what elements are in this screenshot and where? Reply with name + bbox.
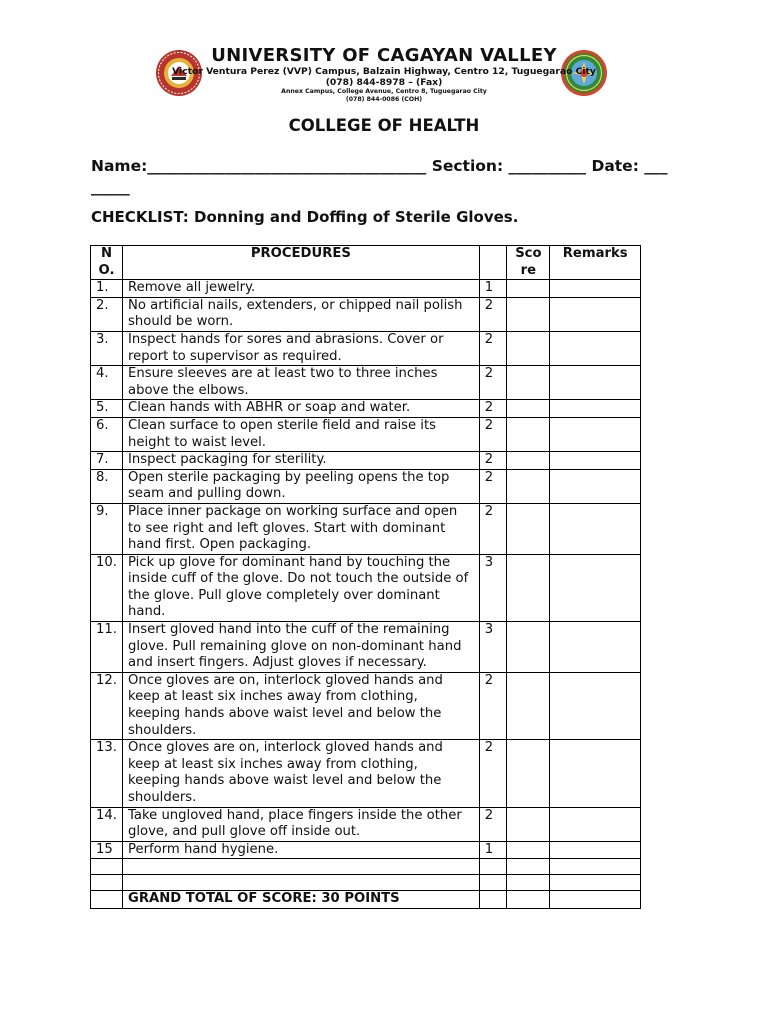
checklist-title: CHECKLIST: Donning and Doffing of Sterile Gloves.	[91, 208, 519, 226]
row-procedure: Place inner package on working surface and open to see right and left gloves. Start with dominant hand first. Open packaging.	[123, 503, 480, 554]
header-points	[479, 246, 507, 280]
row-score-field[interactable]	[507, 807, 550, 841]
row-score-field[interactable]	[507, 503, 550, 554]
table-row	[91, 280, 641, 298]
university-name: UNIVERSITY OF CAGAYAN VALLEY	[211, 45, 557, 66]
blank-row	[91, 859, 641, 875]
row-points: 2	[479, 807, 507, 841]
row-points: 1	[479, 841, 507, 859]
blank-remarks-field[interactable]	[550, 859, 641, 875]
row-procedure: Pick up glove for dominant hand by touching the inside cuff of the glove. Do not touch the outside of the glove. Pull glove completely over dominant hand.	[123, 554, 480, 621]
row-number: 2.	[91, 297, 123, 331]
row-remarks-field[interactable]	[550, 841, 641, 859]
blank-number	[91, 859, 123, 875]
row-number: 15	[91, 841, 123, 859]
row-number: 5.	[91, 400, 123, 418]
row-points: 2	[479, 331, 507, 365]
row-procedure: Inspect packaging for sterility.	[123, 452, 480, 470]
table-row	[91, 469, 641, 503]
row-number: 8.	[91, 469, 123, 503]
row-points: 2	[479, 297, 507, 331]
row-remarks-field[interactable]	[550, 503, 641, 554]
blank-remarks-field[interactable]	[550, 875, 641, 891]
row-score-field[interactable]	[507, 452, 550, 470]
blank-procedure	[123, 875, 480, 891]
row-number: 6.	[91, 417, 123, 451]
header-remarks: Remarks	[550, 246, 641, 280]
table-row	[91, 503, 641, 554]
row-points: 2	[479, 469, 507, 503]
row-number: 14.	[91, 807, 123, 841]
total-number	[91, 891, 123, 909]
row-remarks-field[interactable]	[550, 740, 641, 807]
total-remarks-field[interactable]	[550, 891, 641, 909]
row-remarks-field[interactable]	[550, 400, 641, 418]
row-remarks-field[interactable]	[550, 280, 641, 298]
row-procedure: Once gloves are on, interlock gloved hands and keep at least six inches away from clothing, keeping hands above waist level and below the shoulders.	[123, 672, 480, 739]
row-score-field[interactable]	[507, 622, 550, 673]
row-remarks-field[interactable]	[550, 469, 641, 503]
row-number: 4.	[91, 366, 123, 400]
row-score-field[interactable]	[507, 469, 550, 503]
table-row	[91, 331, 641, 365]
row-score-field[interactable]	[507, 672, 550, 739]
college-title: COLLEGE OF HEALTH	[288, 116, 480, 135]
blank-row	[91, 875, 641, 891]
university-address: Victor Ventura Perez (VVP) Campus, Balzain Highway, Centro 12, Tuguegarao City	[172, 66, 596, 77]
row-points: 2	[479, 417, 507, 451]
row-score-field[interactable]	[507, 841, 550, 859]
table-row	[91, 417, 641, 451]
row-score-field[interactable]	[507, 280, 550, 298]
table-row	[91, 452, 641, 470]
row-number: 1.	[91, 280, 123, 298]
row-procedure: No artificial nails, extenders, or chipped nail polish should be worn.	[123, 297, 480, 331]
row-procedure: Remove all jewelry.	[123, 280, 480, 298]
row-procedure: Ensure sleeves are at least two to three inches above the elbows.	[123, 366, 480, 400]
header-score: Score	[507, 246, 550, 280]
row-points: 2	[479, 400, 507, 418]
table-row	[91, 297, 641, 331]
row-remarks-field[interactable]	[550, 297, 641, 331]
row-number: 13.	[91, 740, 123, 807]
row-remarks-field[interactable]	[550, 622, 641, 673]
row-points: 2	[479, 366, 507, 400]
annex-address: Annex Campus, College Avenue, Centro 8, Tuguegarao City	[281, 88, 487, 95]
row-score-field[interactable]	[507, 331, 550, 365]
table-row	[91, 554, 641, 621]
procedures-table	[90, 245, 641, 909]
table-row	[91, 841, 641, 859]
row-procedure: Clean hands with ABHR or soap and water.	[123, 400, 480, 418]
row-remarks-field[interactable]	[550, 331, 641, 365]
blank-points	[479, 875, 507, 891]
row-remarks-field[interactable]	[550, 452, 641, 470]
total-score-field[interactable]	[507, 891, 550, 909]
table-row	[91, 622, 641, 673]
table-row	[91, 400, 641, 418]
row-points: 2	[479, 452, 507, 470]
table-row	[91, 740, 641, 807]
row-score-field[interactable]	[507, 400, 550, 418]
row-remarks-field[interactable]	[550, 366, 641, 400]
table-row	[91, 672, 641, 739]
table-row	[91, 366, 641, 400]
row-procedure: Insert gloved hand into the cuff of the remaining glove. Pull remaining glove on non-dominant hand and insert fingers. Adjust gloves if necessary.	[123, 622, 480, 673]
procedures-table-body	[91, 280, 641, 909]
row-number: 7.	[91, 452, 123, 470]
grand-total-label: GRAND TOTAL OF SCORE: 30 POINTS	[123, 891, 480, 909]
row-points: 2	[479, 672, 507, 739]
row-procedure: Perform hand hygiene.	[123, 841, 480, 859]
row-procedure: Take ungloved hand, place fingers inside the other glove, and pull glove off inside out.	[123, 807, 480, 841]
row-points: 2	[479, 503, 507, 554]
row-number: 11.	[91, 622, 123, 673]
row-number: 9.	[91, 503, 123, 554]
header-no: NO.	[91, 246, 123, 280]
row-score-field[interactable]	[507, 554, 550, 621]
row-score-field[interactable]	[507, 297, 550, 331]
row-points: 2	[479, 740, 507, 807]
row-points: 3	[479, 622, 507, 673]
blank-number	[91, 875, 123, 891]
annex-phone: (078) 844-0086 (COH)	[345, 96, 423, 103]
row-procedure: Inspect hands for sores and abrasions. Cover or report to supervisor as required.	[123, 331, 480, 365]
header-procedures: PROCEDURES	[123, 246, 480, 280]
row-score-field[interactable]	[507, 740, 550, 807]
university-phone: (078) 844-8978 – (Fax)	[325, 77, 443, 88]
row-remarks-field[interactable]	[550, 554, 641, 621]
row-remarks-field[interactable]	[550, 807, 641, 841]
row-remarks-field[interactable]	[550, 672, 641, 739]
blank-procedure	[123, 859, 480, 875]
blank-score-field[interactable]	[507, 875, 550, 891]
row-score-field[interactable]	[507, 417, 550, 451]
total-points	[479, 891, 507, 909]
table-header-row	[91, 246, 641, 280]
row-procedure: Once gloves are on, interlock gloved hands and keep at least six inches away from clothing, keeping hands above waist level and below the shoulders.	[123, 740, 480, 807]
row-remarks-field[interactable]	[550, 417, 641, 451]
row-points: 3	[479, 554, 507, 621]
blank-score-field[interactable]	[507, 859, 550, 875]
name-section-date-line: Name:____________________________________ Section: __________ Date: ________	[91, 157, 668, 196]
row-number: 12.	[91, 672, 123, 739]
grand-total-row	[91, 891, 641, 909]
row-score-field[interactable]	[507, 366, 550, 400]
row-procedure: Clean surface to open sterile field and raise its height to waist level.	[123, 417, 480, 451]
row-number: 10.	[91, 554, 123, 621]
row-procedure: Open sterile packaging by peeling opens the top seam and pulling down.	[123, 469, 480, 503]
row-number: 3.	[91, 331, 123, 365]
blank-points	[479, 859, 507, 875]
row-points: 1	[479, 280, 507, 298]
table-row	[91, 807, 641, 841]
